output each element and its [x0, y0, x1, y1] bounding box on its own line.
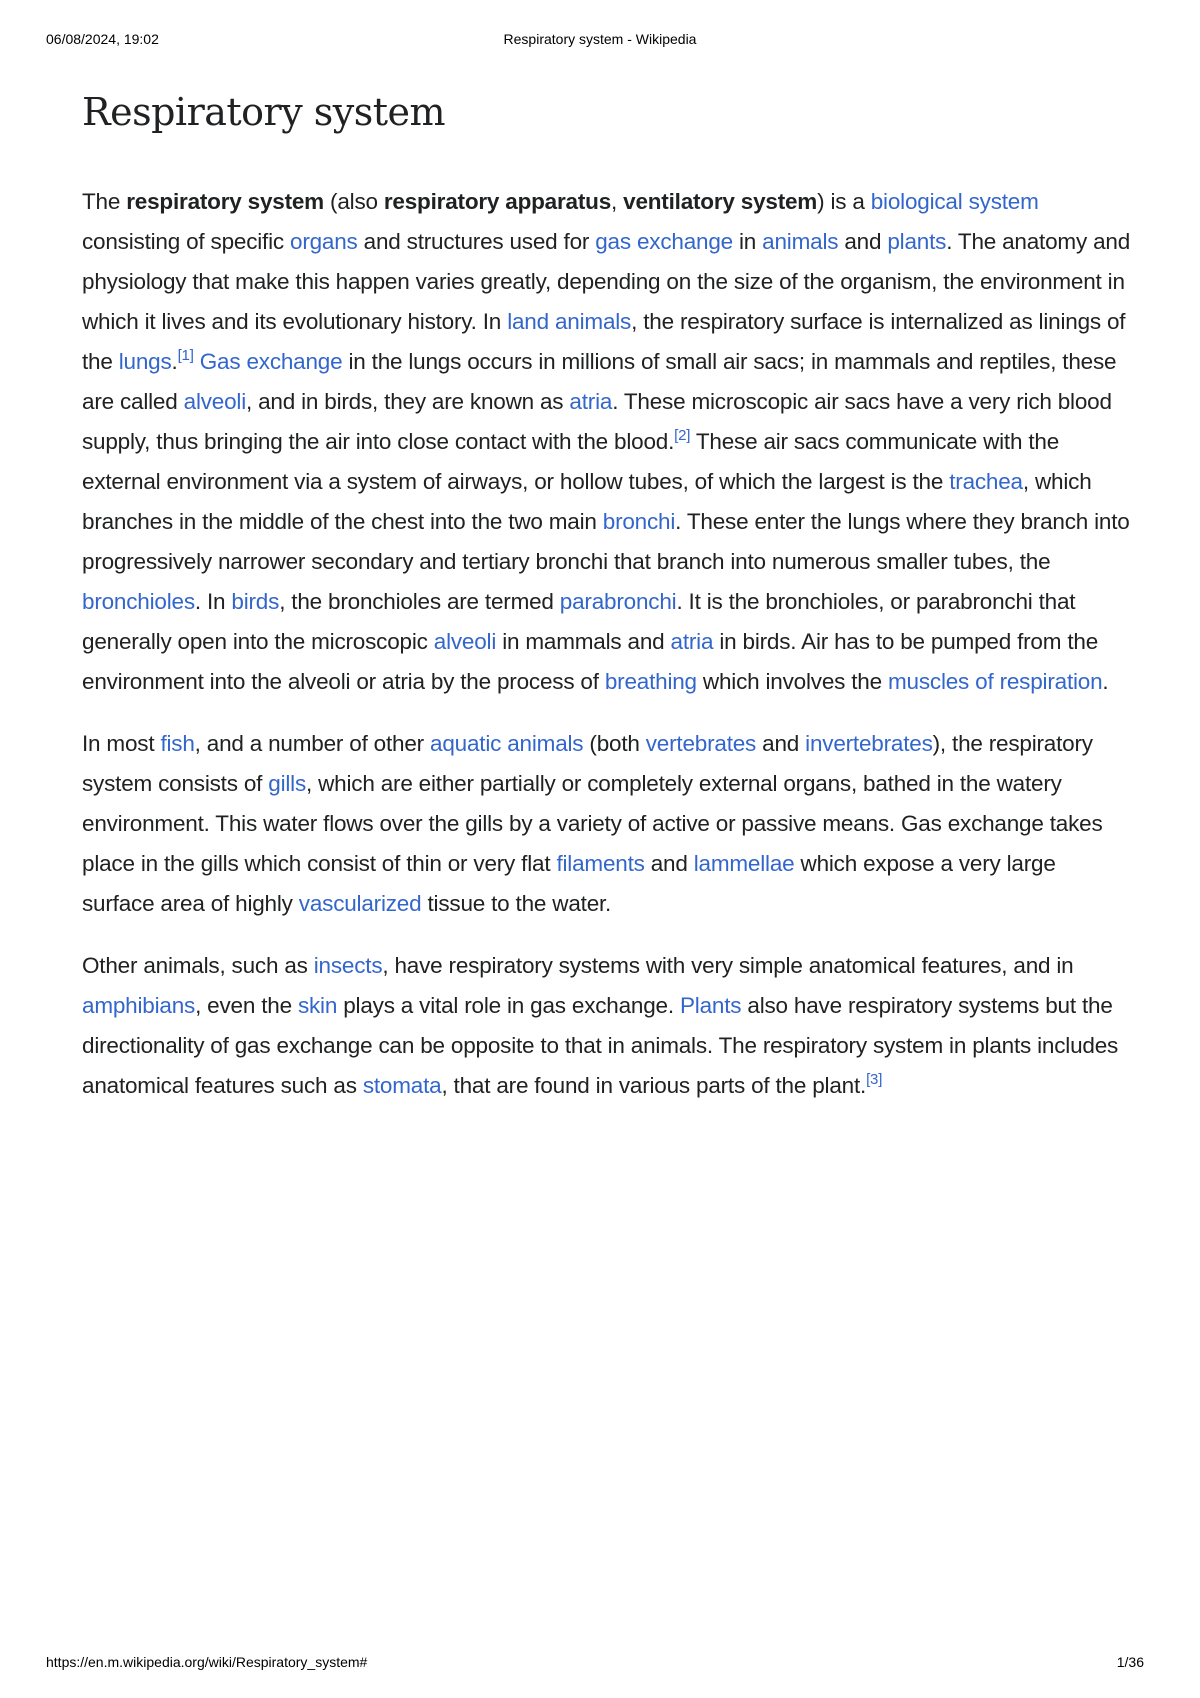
- article-link[interactable]: bronchioles: [82, 589, 195, 614]
- print-datetime: 06/08/2024, 19:02: [46, 31, 159, 47]
- article-link[interactable]: organs: [290, 229, 358, 254]
- text-run: , even the: [195, 993, 298, 1018]
- text-run: , the respiratory surface is internalized as linings of the: [82, 309, 1126, 374]
- citation-link[interactable]: [2]: [674, 427, 691, 444]
- text-run: , which branches in the middle of the chest into the two main: [82, 469, 1092, 534]
- text-run: consisting of specific: [82, 229, 290, 254]
- bold-term: respiratory system: [126, 189, 324, 214]
- article-link[interactable]: trachea: [949, 469, 1023, 494]
- text-run: plays a vital role in gas exchange.: [337, 993, 680, 1018]
- text-run: . The anatomy and physiology that make this happen varies greatly, depending on the size of the organism, the environment in which it lives and its evolutionary history. In: [82, 229, 1131, 334]
- article-link[interactable]: breathing: [604, 669, 697, 694]
- citation: [674, 427, 690, 444]
- article-link[interactable]: insects: [313, 953, 383, 978]
- article-link[interactable]: gas exchange: [595, 229, 733, 254]
- article-link[interactable]: skin: [297, 993, 338, 1018]
- article-link[interactable]: birds: [231, 589, 280, 614]
- text-run: , and in birds, they are known as: [246, 389, 570, 414]
- text-run: The: [82, 189, 127, 214]
- article-link[interactable]: fish: [160, 731, 195, 756]
- text-run: .: [1102, 669, 1109, 694]
- article-link[interactable]: amphibians: [82, 993, 196, 1018]
- article-link[interactable]: invertebrates: [805, 731, 933, 756]
- text-run: In most: [82, 731, 161, 756]
- text-run: and: [756, 731, 806, 756]
- text-run: in: [732, 229, 763, 254]
- article-link[interactable]: atria: [670, 629, 714, 654]
- article-link[interactable]: aquatic animals: [430, 731, 584, 756]
- article-link[interactable]: vascularized: [298, 891, 422, 916]
- text-run: , that are found in various parts of the plant.: [441, 1073, 867, 1098]
- text-run: . It is the bronchioles, or parabronchi that generally open into the microscopic: [82, 589, 1076, 654]
- text-run: . These microscopic air sacs have a very rich blood supply, thus bringing the air into close contact with the blood.: [82, 389, 1112, 454]
- article-link[interactable]: atria: [569, 389, 613, 414]
- print-page-title: Respiratory system - Wikipedia: [503, 31, 697, 47]
- text-run: (also: [324, 189, 384, 214]
- article-link[interactable]: animals: [762, 229, 839, 254]
- paragraph: [82, 182, 1132, 702]
- text-run: , the bronchioles are termed: [279, 589, 560, 614]
- text-run: (both: [583, 731, 646, 756]
- article-link[interactable]: stomata: [362, 1073, 442, 1098]
- text-run: in the lungs occurs in millions of small air sacs; in mammals and reptiles, these are called: [82, 349, 1117, 414]
- text-run: in mammals and: [496, 629, 671, 654]
- text-run: ), the respiratory system consists of: [82, 731, 1093, 796]
- article-link[interactable]: gills: [268, 771, 307, 796]
- article-link[interactable]: muscles of respiration: [887, 669, 1103, 694]
- text-run: Other animals, such as: [82, 953, 314, 978]
- text-run: . In: [194, 589, 232, 614]
- text-run: These air sacs communicate with the external environment via a system of airways, or hollow tubes, of which the largest is the: [82, 429, 1060, 494]
- text-run: .: [171, 349, 178, 374]
- article-link[interactable]: alveoli: [433, 629, 497, 654]
- article-content: [82, 90, 1132, 1128]
- article-link[interactable]: vertebrates: [645, 731, 757, 756]
- text-run: , which are either partially or completely external organs, bathed in the watery environment. This water flows over the gills by a variety of active or passive means. Gas exchange takes place in the gills which consist of thin or very flat: [82, 771, 1103, 876]
- citation: [866, 1071, 882, 1088]
- article-title: Respiratory system: [82, 90, 446, 134]
- bold-term: respiratory apparatus: [383, 189, 612, 214]
- text-run: ) is a: [817, 189, 871, 214]
- article-link[interactable]: land animals: [507, 309, 632, 334]
- citation-link[interactable]: [3]: [866, 1071, 883, 1088]
- article-link[interactable]: plants: [887, 229, 947, 254]
- citation-link[interactable]: [1]: [177, 347, 194, 364]
- text-run: in birds. Air has to be pumped from the environment into the alveoli or atria by the process of: [82, 629, 1099, 694]
- bold-term: ventilatory system: [623, 189, 818, 214]
- page-number: 1/36: [1116, 1654, 1144, 1670]
- text-run: and: [838, 229, 888, 254]
- article-link[interactable]: lungs: [118, 349, 172, 374]
- article-link[interactable]: alveoli: [183, 389, 247, 414]
- print-url: https://en.m.wikipedia.org/wiki/Respiratory_system#: [46, 1654, 368, 1670]
- article-link[interactable]: lammellae: [693, 851, 795, 876]
- paragraph: [82, 946, 1132, 1106]
- text-run: . These enter the lungs where they branch into progressively narrower secondary and tertiary bronchi that branch into numerous smaller tubes, the: [82, 509, 1130, 574]
- text-run: which expose a very large surface area of highly: [82, 851, 1056, 916]
- text-run: which involves the: [696, 669, 888, 694]
- print-header: [0, 31, 1200, 51]
- article-link[interactable]: filaments: [556, 851, 645, 876]
- text-run: , and a number of other: [194, 731, 431, 756]
- text-run: ,: [611, 189, 624, 214]
- paragraph: [82, 724, 1132, 924]
- text-run: also have respiratory systems but the directionality of gas exchange can be opposite to that in animals. The respiratory system in plants includes anatomical features such as: [82, 993, 1119, 1098]
- article-link[interactable]: bronchi: [602, 509, 676, 534]
- print-footer: [0, 1654, 1200, 1674]
- article-link[interactable]: Plants: [679, 993, 742, 1018]
- text-run: , have respiratory systems with very simple anatomical features, and in: [382, 953, 1074, 978]
- text-run: and: [644, 851, 694, 876]
- article-link[interactable]: parabronchi: [559, 589, 677, 614]
- article-link[interactable]: Gas exchange: [199, 349, 343, 374]
- article-link[interactable]: biological system: [870, 189, 1039, 214]
- article-body: [82, 182, 1132, 1106]
- text-run: and structures used for: [357, 229, 596, 254]
- text-run: tissue to the water.: [421, 891, 612, 916]
- citation: [178, 347, 194, 364]
